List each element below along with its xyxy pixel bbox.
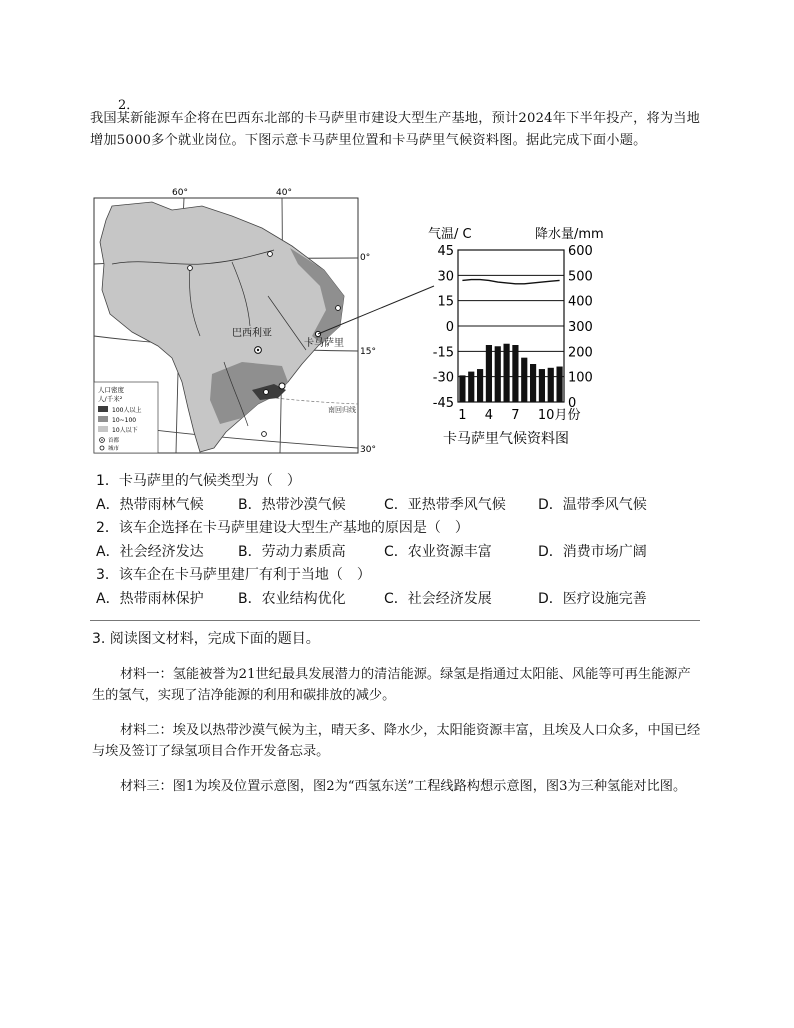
temperature-line	[462, 280, 559, 284]
section-divider	[90, 620, 700, 621]
question-3-stem: 3．该车企在卡马萨里建厂有利于当地（ ）	[96, 567, 371, 583]
question-3-option-a[interactable]: A．热带雨林保护	[96, 591, 204, 607]
climate-chart	[418, 222, 618, 448]
right-tick-label: 200	[568, 345, 593, 361]
question-1-stem: 1．卡马萨里的气候类型为（ ）	[96, 473, 301, 489]
precip-bar-month-12	[556, 367, 562, 402]
right-tick-label: 500	[568, 269, 593, 285]
section3-title: 3. 阅读图文材料，完成下面的题目。	[92, 631, 320, 647]
question-2-option-d[interactable]: D．消费市场广阔	[538, 544, 647, 560]
lat-label-30: 30°	[360, 445, 376, 455]
right-tick-label: 300	[568, 320, 593, 335]
question-2-option-b[interactable]: B．劳动力素质高	[238, 544, 346, 560]
precip-bar-month-3	[477, 369, 483, 402]
left-axis-label: 气温/ C	[428, 227, 472, 242]
question-1-option-a[interactable]: A．热带雨林气候	[96, 497, 204, 513]
x-tick-label: 4	[484, 408, 494, 423]
x-tick-label: 7	[511, 408, 520, 423]
left-tick-label: -30	[432, 370, 454, 386]
precip-bar-month-7	[512, 345, 518, 402]
precip-bar-month-4	[486, 345, 492, 402]
question-1-option-b[interactable]: B．热带沙漠气候	[238, 497, 346, 513]
question-2-stem: 2．该车企选择在卡马萨里建设大型生产基地的原因是（ ）	[96, 520, 469, 536]
left-tick-label: -45	[432, 396, 454, 411]
map-legend	[94, 382, 158, 453]
intro-paragraph: 我国某新能源车企将在巴西东北部的卡马萨里市建设大型生产基地，预计2024年下半年投产，将为当地增加5000多个就业岗位。下图示意卡马萨里位置和卡马萨里气候资料图。据此完成下面小题。	[90, 111, 701, 148]
x-tick-label: 10月份	[537, 408, 581, 423]
lon-label-60: 60°	[172, 188, 188, 198]
precip-bar-month-10	[539, 369, 545, 402]
precip-bar-month-1	[459, 375, 465, 402]
right-tick-label: 400	[568, 294, 593, 310]
left-tick-label: 45	[437, 244, 454, 259]
question-2-option-a[interactable]: A．社会经济发达	[96, 544, 204, 560]
precip-bar-month-8	[521, 358, 527, 402]
tropic-label: 南回归线	[328, 406, 356, 414]
precip-bar-month-6	[503, 344, 509, 402]
city-label-camacari: 卡马萨里	[304, 338, 344, 349]
legend-item-capital: 首都	[108, 438, 120, 444]
left-tick-label: 30	[437, 269, 454, 285]
precip-bar-month-11	[548, 368, 554, 402]
question-1-option-c[interactable]: C．亚热带季风气候	[384, 497, 506, 513]
lat-label-0: 0°	[360, 253, 371, 263]
lat-label-15: 15°	[360, 347, 376, 357]
legend-item-low: 10人以下	[112, 427, 138, 434]
legend-item-mid: 10~100	[112, 417, 137, 424]
city-label-brasilia: 巴西利亚	[232, 328, 272, 339]
question-2-option-c[interactable]: C．农业资源丰富	[384, 544, 492, 560]
precip-bar-month-5	[495, 346, 501, 402]
material-3: 材料三：图1为埃及位置示意图，图2为“西氢东送”工程线路构想示意图，图3为三种氢能对比图。	[120, 779, 687, 794]
legend-unit: 人/千米²	[98, 395, 123, 403]
chart-title: 卡马萨里气候资料图	[443, 431, 569, 447]
legend-item-city: 城市	[108, 446, 120, 452]
material-1: 材料一：氢能被誉为21世纪最具发展潜力的清洁能源。绿氢是指通过太阳能、风能等可再生能源产生的氢气，实现了洁净能源的利用和碳排放的减少。	[92, 667, 691, 703]
material-2: 材料二：埃及以热带沙漠气候为主，晴天多、降水少，太阳能资源丰富，且埃及人口众多，中国已经与埃及签订了绿氢项目合作开发备忘录。	[92, 723, 701, 759]
right-tick-label: 0	[568, 396, 577, 411]
question-3-option-d[interactable]: D．医疗设施完善	[538, 591, 647, 607]
question-3-option-b[interactable]: B．农业结构优化	[238, 591, 346, 607]
right-tick-label: 600	[568, 244, 593, 259]
question-3-option-c[interactable]: C．社会经济发展	[384, 591, 492, 607]
precip-bar-month-9	[530, 364, 536, 402]
lon-label-40: 40°	[276, 188, 292, 198]
left-tick-label: -15	[432, 345, 454, 361]
question-1-option-d[interactable]: D．温带季风气候	[538, 497, 647, 513]
precip-bar-month-2	[468, 372, 474, 402]
legend-item-high: 100人以上	[112, 407, 142, 414]
left-tick-label: 15	[437, 294, 454, 310]
right-axis-label: 降水量/mm	[535, 227, 604, 242]
question-number: 2．	[118, 98, 140, 113]
right-tick-label: 100	[568, 370, 593, 386]
x-tick-label: 1	[458, 408, 467, 423]
legend-title: 人口密度	[98, 386, 124, 394]
left-tick-label: 0	[445, 320, 454, 335]
